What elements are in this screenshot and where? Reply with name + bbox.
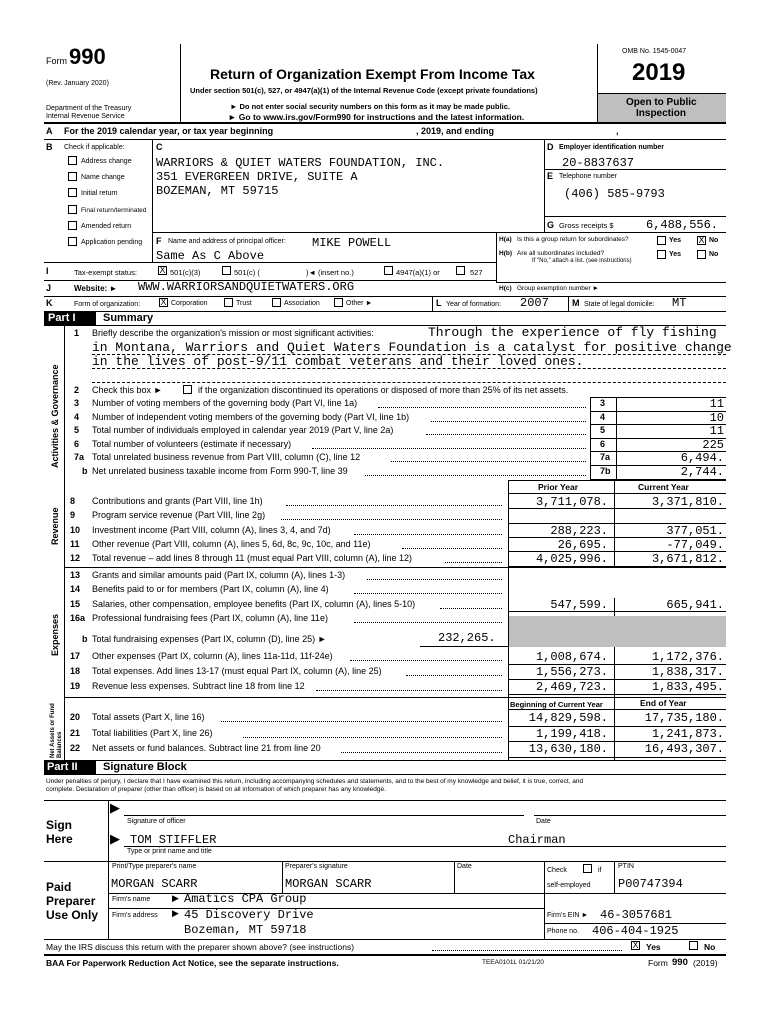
dotted-leader: [354, 622, 502, 623]
hb-label: H(b): [499, 250, 512, 257]
hc-text: Group exemption number ►: [517, 285, 599, 292]
gov-line-value: 225: [702, 437, 724, 452]
gov-line-box: 5: [600, 425, 606, 435]
checkbox-527[interactable]: [456, 266, 465, 275]
label-527: 527: [470, 268, 483, 277]
label-application-pending: Application pending: [81, 239, 143, 246]
row-a-text: For the 2019 calendar year, or tax year beginning: [64, 126, 274, 136]
row-rule: [508, 694, 726, 695]
prep-date-label: Date: [457, 863, 472, 870]
gov-line-num: 4: [74, 411, 80, 422]
label-final-return: Final return/terminated: [81, 207, 147, 214]
org-address: 351 EVERGREEN DRIVE, SUITE A: [156, 170, 358, 184]
dotted-leader: [402, 548, 502, 549]
prior-year-value: 14,829,598.: [528, 711, 608, 725]
prep-name: MORGAN SCARR: [111, 877, 198, 891]
row-rule: [590, 424, 726, 425]
prior-year-value: 547,599.: [550, 597, 608, 612]
footer-form-year: (2019): [693, 958, 718, 968]
ein-label: Employer identification number: [559, 144, 665, 151]
checkbox-trust[interactable]: [224, 298, 233, 307]
gov-col-left: [590, 397, 591, 479]
hb-no-checkbox[interactable]: [697, 250, 706, 259]
dotted-leader: [221, 721, 502, 722]
hb-text: Are all subordinates included?: [517, 250, 605, 257]
hb-yes-checkbox[interactable]: [657, 250, 666, 259]
legal-domicile-label: State of legal domicile:: [584, 301, 655, 308]
firm-ein: 46-3057681: [600, 908, 673, 922]
line-num: 10: [70, 524, 81, 535]
section-g-letter: G: [547, 220, 555, 230]
section-f-letter: F: [156, 236, 162, 246]
penalty-text-2: complete. Declaration of preparer (other than officer) is based on all information of which preparer has any knowledge.: [46, 786, 386, 793]
dotted-leader: [426, 434, 586, 435]
line-text: Other revenue (Part VIII, column (A), lines 5, 6d, 8c, 9c, 10c, and 11e): [92, 538, 371, 549]
prior-year-value: 26,695.: [557, 537, 608, 552]
dotted-leader: [378, 407, 586, 408]
prior-year-value: 1,008,674.: [535, 650, 608, 664]
principal-officer-name: MIKE POWELL: [312, 236, 392, 250]
part2-title: Signature Block: [103, 761, 187, 773]
firm-address-label: Firm's address: [112, 912, 158, 919]
dotted-leader: [316, 690, 502, 691]
prior-year-value: 2,469,723.: [535, 680, 608, 694]
year-formation-label: Year of formation:: [446, 301, 501, 308]
gov-line-num: 5: [74, 425, 80, 435]
dotted-leader: [312, 448, 586, 449]
checkbox-4947[interactable]: [384, 266, 393, 275]
line2-num: 2: [74, 385, 80, 395]
section-c-letter: C: [156, 142, 163, 152]
gov-line-num: b: [82, 465, 88, 476]
gov-line-value: 11: [709, 424, 724, 438]
label-501c3: 501(c)(3): [170, 268, 201, 277]
hb-no-label: No: [709, 251, 719, 258]
dotted-leader: [406, 675, 502, 676]
gov-col-right: [616, 397, 617, 479]
gross-receipts-value: 6,488,556.: [646, 218, 719, 232]
org-city: BOZEMAN, MT 59715: [156, 184, 279, 198]
col-end-year: End of Year: [640, 698, 687, 708]
dotted-leader: [367, 579, 502, 580]
line-num: 12: [70, 553, 81, 564]
line2-text: Check this box ►: [92, 385, 163, 395]
gov-line-value: 6,494.: [680, 451, 724, 465]
hb-note: If "No," attach a list. (see instructions): [532, 258, 632, 264]
line-num: 8: [70, 496, 76, 506]
org-form-label: Form of organization:: [74, 301, 141, 308]
self-employed-label: self-employed: [547, 882, 591, 889]
gov-line-value: 2,744.: [680, 464, 724, 479]
current-year-value: 1,172,376.: [651, 650, 724, 664]
phone-label: Telephone number: [559, 173, 617, 180]
section-e-letter: E: [547, 171, 554, 181]
prior-year-value: 4,025,996.: [535, 552, 608, 567]
section-m-letter: M: [572, 298, 580, 308]
ptin-label: PTIN: [618, 863, 634, 870]
if-label: if: [598, 867, 602, 874]
footer-form-label: Form: [648, 958, 668, 968]
current-year-value: 1,833,495.: [651, 680, 724, 694]
current-year-value: 3,371,810.: [651, 495, 724, 509]
label-address-change: Address change: [81, 158, 132, 165]
part1-tag: Part I: [48, 312, 76, 324]
department-line1: Department of the Treasury: [46, 105, 132, 112]
baa-notice: BAA For Paperwork Reduction Act Notice, see the separate instructions.: [46, 958, 339, 968]
line-text: Total assets (Part X, line 16): [92, 712, 205, 722]
gov-line-value: 11: [709, 397, 724, 411]
firm-name-label: Firm's name: [112, 896, 151, 903]
part2-tag: Part II: [47, 761, 78, 773]
discuss-no-checkbox[interactable]: [689, 941, 698, 950]
open-public-line2: Inspection: [636, 108, 687, 119]
form-number: 990: [69, 44, 106, 69]
prep-phone: 406-404-1925: [592, 924, 679, 938]
checkbox-501c[interactable]: [222, 266, 231, 275]
line-num: 17: [70, 651, 81, 661]
line-text: Other expenses (Part IX, column (A), lines 11a-11d, 11f-24e): [92, 651, 333, 661]
current-year-value: 3,671,812.: [651, 552, 724, 567]
form-title: Return of Organization Exempt From Income Tax: [210, 66, 535, 82]
side-label-revenue: Revenue: [50, 507, 60, 545]
gov-line-box: 7a: [600, 452, 611, 462]
ha-label: H(a): [499, 236, 512, 243]
line16b-text: Total fundraising expenses (Part IX, column (D), line 25) ►: [92, 634, 327, 644]
col-begin-year: Beginning of Current Year: [510, 700, 603, 709]
officer-title: Chairman: [508, 833, 566, 847]
gov-line-box: 3: [600, 398, 606, 408]
irs-discuss-text: May the IRS discuss this return with the preparer shown above? (see instructions): [46, 942, 355, 952]
org-name: WARRIORS & QUIET WATERS FOUNDATION, INC.: [156, 156, 445, 170]
checkbox-initial-return[interactable]: [68, 188, 77, 197]
sig-date-label: Date: [536, 818, 551, 825]
mission-line2: in Montana, Warriors and Quiet Waters Foundation is a catalyst for positive change: [92, 340, 732, 355]
line-text: Salaries, other compensation, employee benefits (Part IX, column (A), lines 5-10): [92, 598, 416, 609]
line-num: 15: [70, 598, 81, 609]
current-year-value: 16,493,307.: [644, 742, 724, 756]
type-name-label: Type or print name and title: [127, 848, 212, 855]
phone-no-label: Phone no.: [547, 928, 579, 935]
firm-name-arrow: ▶: [172, 893, 179, 903]
prep-sig: MORGAN SCARR: [285, 877, 372, 891]
label-501c: 501(c) (: [234, 268, 260, 277]
row-rule: [590, 411, 726, 412]
year-formation-value: 2007: [520, 296, 549, 310]
line-text: Total liabilities (Part X, line 26): [92, 727, 213, 738]
prep-name-label: Print/Type preparer's name: [112, 863, 197, 870]
firm-address-2: Bozeman, MT 59718: [184, 923, 307, 937]
current-year-value: 665,941.: [666, 597, 724, 612]
gov-line-text: Total number of individuals employed in calendar year 2019 (Part V, line 2a): [92, 425, 394, 435]
website-value[interactable]: WWW.WARRIORSANDQUIETWATERS.ORG: [138, 280, 355, 294]
check-label: Check: [547, 867, 567, 874]
label-name-change: Name change: [81, 174, 125, 181]
preparer-label: Preparer: [46, 894, 96, 908]
ssn-warning: ► Do not enter social security numbers on this form as it may be made public.: [230, 102, 510, 111]
ha-yes-label: Yes: [669, 237, 682, 244]
form-subtitle: Under section 501(c), 527, or 4947(a)(1) of the Internal Revenue Code (except private foundations): [190, 86, 538, 95]
checkbox-self-employed[interactable]: [583, 864, 592, 873]
line-text: Benefits paid to or for members (Part IX, column (A), line 4): [92, 584, 329, 595]
checkbox-amended-return[interactable]: [68, 221, 77, 230]
phone-value: (406) 585-9793: [564, 187, 665, 201]
line16b-value: 232,265.: [438, 631, 496, 645]
hb-yes-label: Yes: [669, 251, 682, 258]
line-text: Revenue less expenses. Subtract line 18 from line 12: [92, 681, 305, 691]
prep-ptin: P00747394: [618, 877, 683, 891]
line-num: 20: [70, 712, 81, 722]
blank-13-14: [509, 568, 726, 598]
label-trust: Trust: [236, 300, 252, 307]
line-num: 9: [70, 510, 76, 521]
ha-text: Is this a group return for subordinates?: [517, 236, 629, 243]
firm-address-arrow: ▶: [172, 908, 179, 918]
dotted-leader: [431, 421, 586, 422]
current-year-value: 1,241,873.: [651, 726, 724, 741]
label-other: Other ►: [346, 300, 373, 307]
line-num: 22: [70, 743, 81, 753]
label-insert-no: )◄ (insert no.): [306, 268, 354, 277]
checkbox-501c3[interactable]: X: [159, 265, 166, 275]
line-num: 19: [70, 681, 81, 691]
label-corporation: Corporation: [171, 300, 208, 307]
principal-officer-address: Same As C Above: [156, 249, 265, 263]
gov-line-text: Net unrelated business taxable income from Form 990-T, line 39: [92, 465, 348, 476]
line-text: Professional fundraising fees (Part IX, column (A), line 11e): [92, 612, 328, 623]
website-label: Website: ►: [74, 284, 118, 293]
checkbox-address-change[interactable]: [68, 156, 77, 165]
sign-label: Sign: [46, 818, 72, 832]
current-year-value: 17,735,180.: [644, 711, 724, 725]
penalty-text-1: Under penalties of perjury, I declare that I have examined this return, including accompanying schedules and statements, and to the best of my knowledge and belief, it is true, correct, and: [46, 778, 584, 785]
line1-text: Briefly describe the organization's mission or most significant activities:: [92, 328, 374, 338]
officer-name: TOM STIFFLER: [130, 833, 217, 847]
department-line2: Internal Revenue Service: [46, 113, 125, 120]
ha-yes-checkbox[interactable]: [657, 236, 666, 245]
current-year-value: 377,051.: [666, 523, 724, 538]
part1-title: Summary: [103, 312, 154, 324]
current-year-value: -77,049.: [666, 537, 724, 552]
prior-year-value: 13,630,180.: [528, 742, 608, 756]
ha-no-checkbox[interactable]: X: [698, 235, 705, 245]
gov-line-num: 3: [74, 398, 80, 408]
mission-line3: in the lives of post-9/11 combat veterans and their loved ones.: [92, 354, 584, 369]
sign-arrow-2: ▶: [110, 831, 120, 846]
prep-sig-label: Preparer's signature: [285, 863, 348, 870]
dotted-leader: [445, 562, 502, 563]
gov-line-box: 4: [600, 411, 606, 422]
footer-form-number: 990: [672, 957, 688, 968]
row-rule: [508, 757, 726, 758]
checkbox-other[interactable]: [334, 298, 343, 307]
shaded-16: [509, 616, 726, 647]
gov-line-text: Total number of volunteers (estimate if necessary): [92, 438, 292, 449]
gov-line-num: 7a: [74, 452, 85, 462]
line-num: 18: [70, 666, 81, 676]
label-4947: 4947(a)(1) or: [396, 268, 440, 277]
dotted-leader: [440, 608, 502, 609]
current-year-value: 1,838,317.: [651, 665, 724, 679]
gov-line-box: 7b: [600, 465, 611, 476]
legal-domicile-value: MT: [672, 296, 687, 310]
gov-line-value: 10: [709, 410, 724, 425]
instructions-link: ► Go to www.irs.gov/Form990 for instructions and the latest information.: [228, 112, 525, 122]
row-a-end: ,: [616, 126, 619, 136]
section-i-letter: I: [46, 266, 49, 276]
section-b-letter: B: [46, 142, 53, 152]
line-num: 11: [70, 538, 80, 549]
label-association: Association: [284, 300, 320, 307]
side-label-governance: Activities & Governance: [50, 364, 60, 468]
checkbox-discontinued[interactable]: [183, 385, 192, 394]
line-text: Contributions and grants (Part VIII, line 1h): [92, 496, 263, 506]
row-a-mid: , 2019, and ending: [416, 126, 495, 136]
checkbox-corporation[interactable]: X: [160, 297, 167, 307]
line-text: Total expenses. Add lines 13-17 (must equal Part IX, column (A), line 25): [92, 666, 382, 676]
line2-rest: if the organization discontinued its operations or disposed of more than 25% of its net assets.: [198, 385, 569, 395]
form-word: Form: [46, 56, 67, 66]
dotted-leader: [286, 505, 503, 506]
form-code: TEEA0101L 01/21/20: [482, 959, 544, 966]
prior-year-value: 288,223.: [550, 523, 608, 538]
open-public-line1: Open to Public: [626, 97, 697, 108]
label-initial-return: Initial return: [81, 190, 118, 197]
firm-address-1: 45 Discovery Drive: [184, 908, 314, 922]
gov-line-box: 6: [600, 438, 606, 449]
discuss-no-label: No: [704, 942, 716, 952]
line-text: Program service revenue (Part VIII, line 2g): [92, 510, 266, 521]
line-num: 13: [70, 570, 81, 580]
section-b-label: Check if applicable:: [64, 144, 125, 151]
discuss-yes-checkbox[interactable]: X: [632, 940, 639, 950]
label-amended-return: Amended return: [81, 223, 132, 230]
firm-ein-label: Firm's EIN ►: [547, 912, 589, 919]
dotted-leader: [365, 475, 586, 476]
tax-year: 2019: [632, 59, 686, 86]
principal-officer-label: Name and address of principal officer:: [168, 238, 286, 245]
use-only-label: Use Only: [46, 908, 99, 922]
gov-line-num: 6: [74, 438, 80, 449]
sig-officer-label: Signature of officer: [127, 818, 186, 825]
side-label-expenses: Expenses: [50, 613, 60, 656]
gov-line-text: Number of independent voting members of the governing body (Part VI, line 1b): [92, 411, 410, 422]
row-rule: [590, 397, 726, 398]
ein-value: 20-8837637: [562, 156, 635, 170]
dotted-leader: [354, 534, 502, 535]
line-num: 16a: [70, 612, 86, 623]
prior-year-value: 3,711,078.: [535, 495, 608, 509]
line-text: Grants and similar amounts paid (Part IX, column (A), lines 1-3): [92, 570, 346, 580]
mission-line1: Through the experience of fly fishing: [428, 325, 717, 340]
dotted-leader: [341, 752, 502, 753]
paid-label: Paid: [46, 880, 72, 894]
revision-date: (Rev. January 2020): [46, 80, 109, 87]
gov-line-text: Number of voting members of the governing body (Part VI, line 1a): [92, 398, 358, 408]
discuss-yes-label: Yes: [646, 942, 661, 952]
ha-no-label: No: [709, 237, 719, 244]
checkbox-association[interactable]: [272, 298, 281, 307]
line-text: Total revenue – add lines 8 through 11 (must equal Part VIII, column (A), line 12): [92, 553, 413, 564]
checkbox-final-return[interactable]: [68, 205, 77, 214]
line-text: Investment income (Part VIII, column (A), lines 3, 4, and 7d): [92, 524, 331, 535]
col-current-year: Current Year: [638, 482, 689, 492]
row-a-letter: A: [46, 126, 53, 136]
omb-number: OMB No. 1545-0047: [622, 48, 687, 55]
dotted-leader: [354, 593, 502, 594]
line-num: 21: [70, 727, 81, 738]
here-label: Here: [46, 832, 73, 846]
section-d-letter: D: [547, 142, 554, 152]
col-prior-year: Prior Year: [538, 482, 579, 492]
dotted-leader: [281, 519, 502, 520]
checkbox-application-pending[interactable]: [68, 237, 77, 246]
section-j-letter: J: [46, 283, 52, 293]
checkbox-name-change[interactable]: [68, 172, 77, 181]
gross-receipts-label: Gross receipts $: [559, 221, 614, 230]
hc-label: H(c): [499, 285, 512, 292]
line16b-num: b: [82, 634, 88, 644]
line1-num: 1: [74, 328, 80, 338]
dotted-leader: [243, 737, 503, 738]
tax-exempt-label: Tax-exempt status:: [74, 268, 137, 277]
prior-year-value: 1,556,273.: [535, 665, 608, 679]
section-l-letter: L: [436, 298, 442, 308]
side-label-net-assets: Net Assets or Fund Balances: [50, 703, 63, 758]
section-k-letter: K: [46, 298, 53, 308]
gov-line-text: Total unrelated business revenue from Part VIII, column (C), line 12: [92, 452, 361, 462]
dotted-leader: [350, 660, 502, 661]
line-num: 14: [70, 584, 81, 595]
dotted-leader: [391, 461, 586, 462]
line-text: Net assets or fund balances. Subtract line 21 from line 20: [92, 743, 321, 753]
sign-arrow-1: ▶: [110, 800, 120, 815]
prior-year-value: 1,199,418.: [535, 726, 608, 741]
firm-name: Amatics CPA Group: [184, 892, 307, 906]
